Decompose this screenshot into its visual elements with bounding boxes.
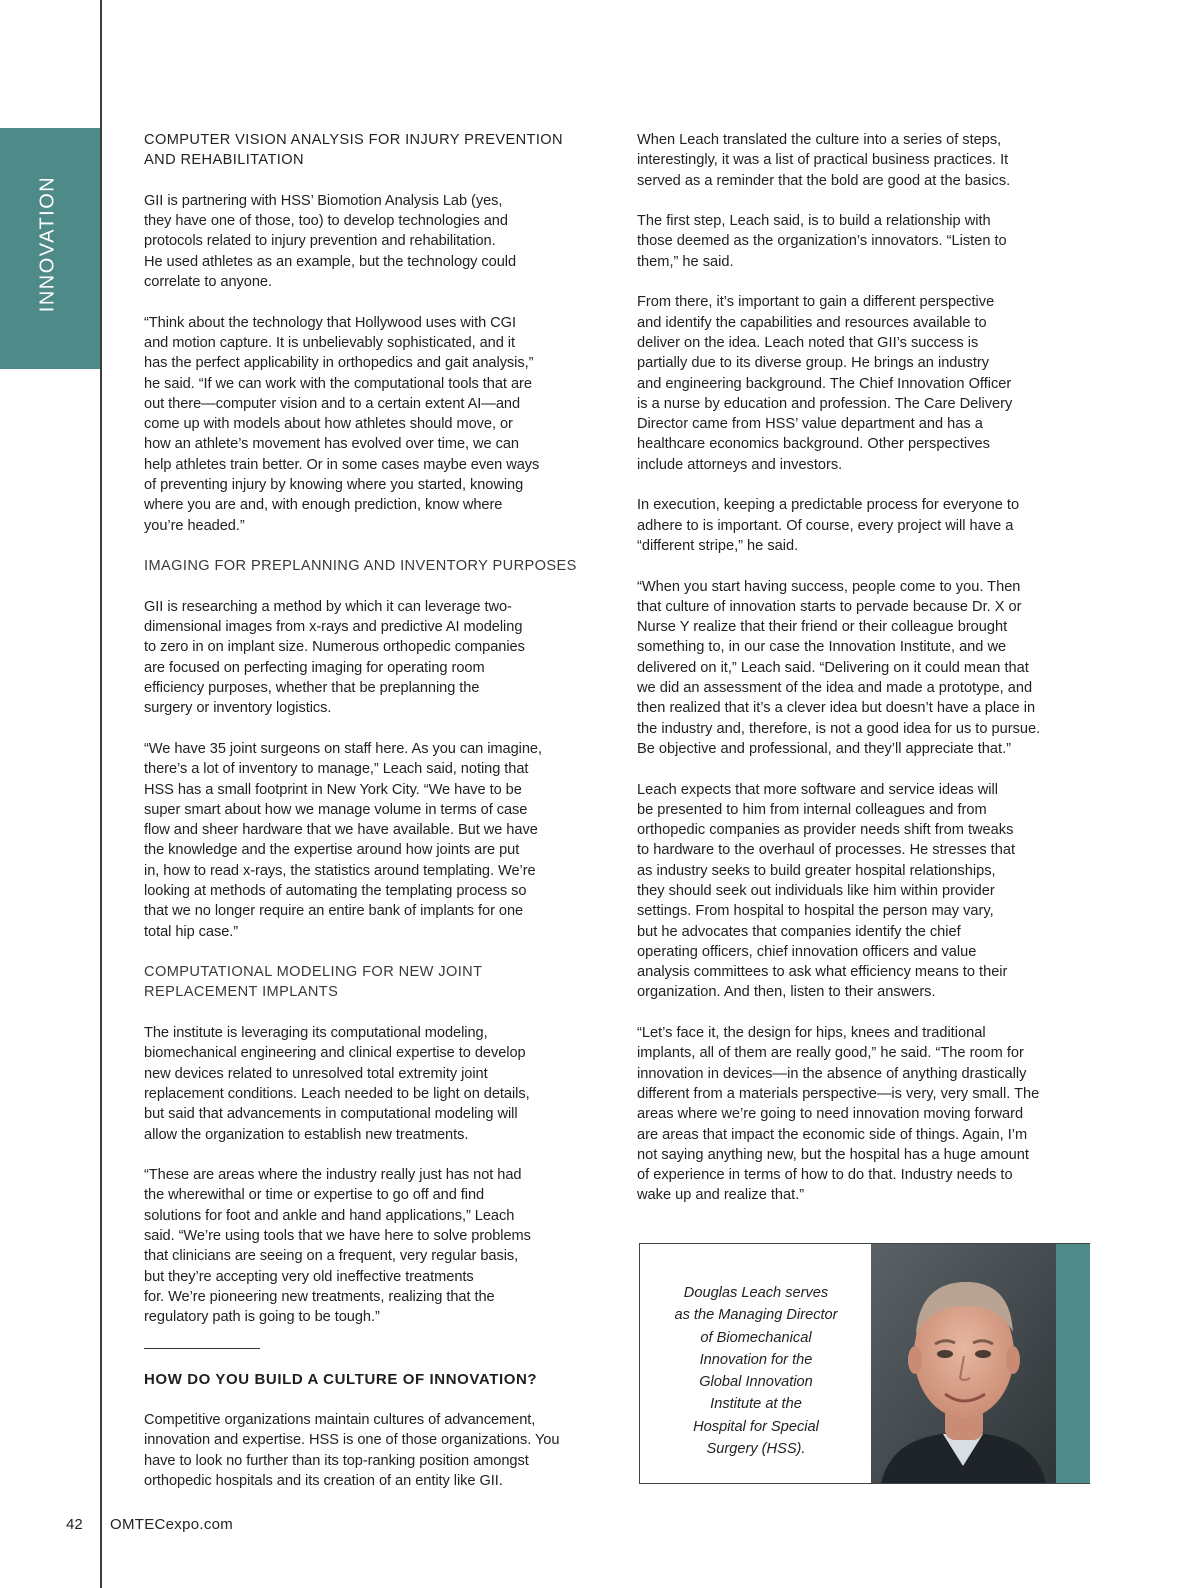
section-tab-label: INNOVATION	[36, 175, 59, 313]
right-column	[637, 130, 1109, 1226]
paragraph: When Leach translated the culture into a series of steps, interestingly, it was a list of practical business practices. It served as a reminder that the bold are good at the basics.	[637, 132, 1011, 189]
footer-site-name: OMTECexpo.com	[110, 1516, 234, 1533]
paragraph: In execution, keeping a predictable process for everyone to adhere to is important. Of course, every project will have a “different stripe,” he said.	[637, 497, 1020, 554]
vertical-margin-rule	[100, 0, 102, 1588]
paragraph: The institute is leveraging its computational modeling, biomechanical engineering and clinical expertise to develop new devices related to unresolved total extremity joint replacement conditions. Leach needed to be light on details, but said that advancements in computational modeling will allow the organization to establish new treatments.	[144, 1025, 530, 1143]
subheading-imaging: IMAGING FOR PREPLANNING AND INVENTORY PURPOSES	[144, 558, 577, 575]
photo-caption-box	[639, 1243, 1090, 1484]
paragraph: GII is partnering with HSS’ Biomotion Analysis Lab (yes, they have one of those, too) to develop technologies and protocols related to injury prevention and rehabilitation. He used athletes as an example, but the technology could correlate to anyone.	[144, 192, 517, 291]
paragraph: “These are areas where the industry really just has not had the wherewithal or time or expertise to go off and find solutions for foot and ankle and hand applications,” Leach said. “We’re using tools that we have here to solve problems that clinicians are seeing on a frequent, very regular basis, but they’re accepting very old ineffective treatments for. We’re pioneering new treatments, realizing that the regulatory path is going to be tough.”	[144, 1167, 531, 1326]
portrait-photo	[871, 1244, 1056, 1483]
paragraph: “We have 35 joint surgeons on staff here. As you can imagine, there’s a lot of inventory to manage,” Leach said, noting that HSS has a small footprint in New York City. “We have to be super smart about how we manage volume in terms of case flow and sheer hardware that we have available. But we have the knowledge and the expertise around how joints are put in, how to read x-rays, the statistics around templating. We’re looking at methods of automating the templating process so that we no longer require an entire bank of implants for one total hip case.”	[144, 740, 542, 940]
paragraph: “When you start having success, people come to you. Then that culture of innovation starts to pervade because Dr. X or Nurse Y realize that their friend or their colleague brought something to, in our case the Innovation Institute, and we delivered on it,” Leach said. “Delivering on it could mean that we did an assessment of the idea and made a prototype, and then realized that it’s a clever idea but doesn’t have a place in the industry and, therefore, is not a good idea for us to pursue. Be objective and professional, and they’ll appreciate that.”	[637, 578, 1041, 757]
section-divider	[144, 1348, 260, 1349]
photo-caption: Douglas Leach serves as the Managing Director of Biomechanical Innovation for the Global Innovation Institute at the Hospital for Special Surgery (HSS).	[674, 1285, 838, 1458]
teal-accent-strip	[1056, 1244, 1090, 1483]
paragraph: Leach expects that more software and service ideas will be presented to him from internal colleagues and from orthopedic companies as provider needs shift from tweaks to hardware to the overhaul of processes. He stresses that as industry seeks to build greater hospital relationships, they should seek out individuals like him within provider settings. From hospital to hospital the person may vary, but he advocates that companies identify the chief operating officers, chief innovation officers and value analysis committees to ask what efficiency means to their organization. And then, listen to their answers.	[637, 781, 1016, 1001]
paragraph: “Think about the technology that Hollywood uses with CGI and motion capture. It is unbelievably sophisticated, and it has the perfect applicability in orthopedics and gait analysis,” he said. “If we can work with the computational tools that are out there—computer vision and to a certain extent AI—and come up with models about how athletes should move, or how an athlete’s movement has evolved over time, we can help athletes train better. Or in some cases maybe even ways of preventing injury by knowing where you started, knowing where you are and, with enough prediction, know where you’re headed.”	[144, 314, 540, 534]
paragraph: Competitive organizations maintain cultures of advancement, innovation and expertise. HSS is one of those organizations. You have to look no further than its top-ranking position amongst orthopedic hospitals and its creation of an entity like GII.	[144, 1412, 560, 1489]
subheading-computational-modeling: COMPUTATIONAL MODELING FOR NEW JOINT REPLACEMENT IMPLANTS	[144, 964, 483, 1001]
paragraph: From there, it’s important to gain a different perspective and identify the capabilities and resources available to deliver on the idea. Leach noted that GII’s success is partially due to its diverse group. He brings an industry and engineering background. The Chief Innovation Officer is a nurse by education and profession. The Care Delivery Director came from HSS’ value department and has a healthcare economics background. Other perspectives include attorneys and investors.	[637, 294, 1013, 473]
paragraph: The first step, Leach said, is to build a relationship with those deemed as the organization’s innovators. “Listen to them,” he said.	[637, 213, 1007, 270]
portrait-illustration	[871, 1244, 1056, 1483]
left-column	[144, 130, 616, 1512]
subheading-computer-vision: COMPUTER VISION ANALYSIS FOR INJURY PREVENTION AND REHABILITATION	[144, 132, 563, 169]
paragraph: GII is researching a method by which it can leverage two- dimensional images from x-rays and predictive AI modeling to zero in on implant size. Numerous orthopedic companies are focused on perfecting imaging for operating room efficiency purposes, whether that be preplanning the surgery or inventory logistics.	[144, 598, 525, 717]
page-number: 42	[66, 1516, 83, 1533]
section-heading: HOW DO YOU BUILD A CULTURE OF INNOVATION?	[144, 1370, 538, 1388]
paragraph: “Let’s face it, the design for hips, knees and traditional implants, all of them are really good,” he said. “The room for innovation in devices—in the absence of anything drastically different from a materials perspective—is very, very small. The areas where we’re going to need innovation moving forward are areas that impact the economic side of things. Again, I’m not saying anything new, but the hospital has a huge amount of experience in terms of how to do that. Industry needs to wake up and realize that.”	[637, 1025, 1040, 1204]
